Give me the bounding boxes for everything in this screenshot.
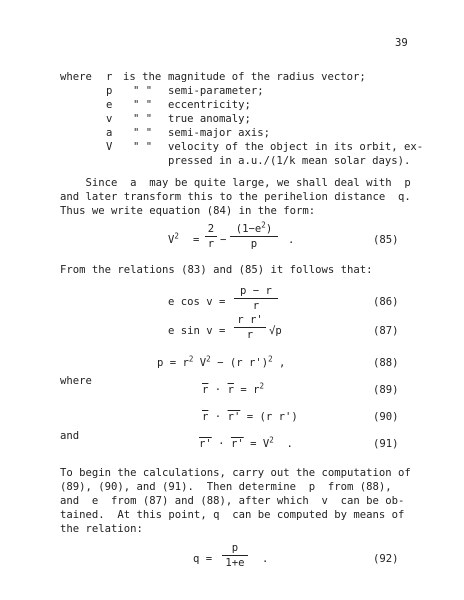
eq-period: .: [288, 234, 295, 246]
def-mark: " ": [133, 113, 153, 125]
def-text: true anomaly;: [168, 113, 251, 125]
eq-body: $r' \cdot r' = V^2$ .: [199, 435, 293, 450]
def-mark: " ": [133, 85, 153, 97]
eq-equals: =: [193, 234, 200, 246]
eq-lhs: $V^2$: [168, 231, 179, 246]
text-line: (89), (90), and (91). Then determine p from (88),: [60, 481, 392, 493]
text-line: the relation:: [60, 523, 143, 535]
def-text: semi-major axis;: [168, 127, 271, 139]
where-label: where: [60, 375, 92, 387]
def-mark: " ": [133, 99, 153, 111]
eq-lhs: q =: [193, 553, 213, 565]
def-text: eccentricity;: [168, 99, 251, 111]
equation-number: (86): [373, 296, 399, 308]
def-continuation: pressed in a.u./(1/k mean solar days).: [168, 155, 411, 167]
equation-number: (89): [373, 384, 399, 396]
page-number: 39: [395, 37, 408, 49]
fraction: $\frac{2}{r}$: [205, 223, 217, 250]
eq-period: .: [262, 553, 269, 565]
def-mark: " ": [133, 141, 153, 153]
text-line: To begin the calculations, carry out the computation of: [60, 467, 411, 479]
where-label: where: [60, 71, 92, 83]
text-line: and later transform this to the perihelion distance q.: [60, 191, 411, 203]
def-text: magnitude of the radius vector;: [168, 71, 366, 83]
eq-lhs: e sin v =: [168, 325, 226, 337]
eq-body: $p = r^2$ $V^2 - (r$ r')$^2$ ,: [157, 354, 286, 369]
fraction: $\frac{\text{r r'}}{r}$: [234, 314, 266, 341]
def-symbol: r: [106, 71, 113, 83]
fraction: $\frac{p - r}{r}$: [234, 285, 278, 312]
equation-number: (90): [373, 411, 399, 423]
fraction: $\frac{p}{1+e}$: [222, 542, 248, 569]
eq-lhs: e cos v =: [168, 296, 226, 308]
equation-number: (91): [373, 438, 399, 450]
eq-body: $\overline{r} \cdot \overline{r} = r^2$: [202, 381, 264, 396]
text-line: tained. At this point, q can be computed by means of: [60, 509, 405, 521]
text-line: Thus we write equation (84) in the form:: [60, 205, 316, 217]
equation-number: (85): [373, 234, 399, 246]
def-mark: " ": [133, 127, 153, 139]
sqrt-expression: √p: [269, 325, 282, 337]
equation-number: (88): [373, 357, 399, 369]
eq-minus: −: [220, 234, 227, 246]
def-text: semi-parameter;: [168, 85, 264, 97]
def-symbol: p: [106, 85, 113, 97]
eq-body: $\overline{r} \cdot r' = (r$ r'): [202, 411, 298, 423]
def-mark: is the: [123, 71, 162, 83]
text-line: Since a may be quite large, we shall deal with p: [60, 177, 411, 189]
def-symbol: e: [106, 99, 113, 111]
text-line: From the relations (83) and (85) it follows that:: [60, 264, 373, 276]
def-symbol: v: [106, 113, 113, 125]
equation-number: (87): [373, 325, 399, 337]
def-symbol: V: [106, 141, 113, 153]
fraction: $\frac{(1-e^2)}{p}$: [230, 223, 278, 250]
equation-number: (92): [373, 553, 399, 565]
text-line: and e from (87) and (88), after which v can be ob-: [60, 495, 405, 507]
def-text: velocity of the object in its orbit, ex-: [168, 141, 424, 153]
sqrt-sign: √: [269, 325, 276, 337]
def-symbol: a: [106, 127, 113, 139]
and-label: and: [60, 430, 80, 442]
